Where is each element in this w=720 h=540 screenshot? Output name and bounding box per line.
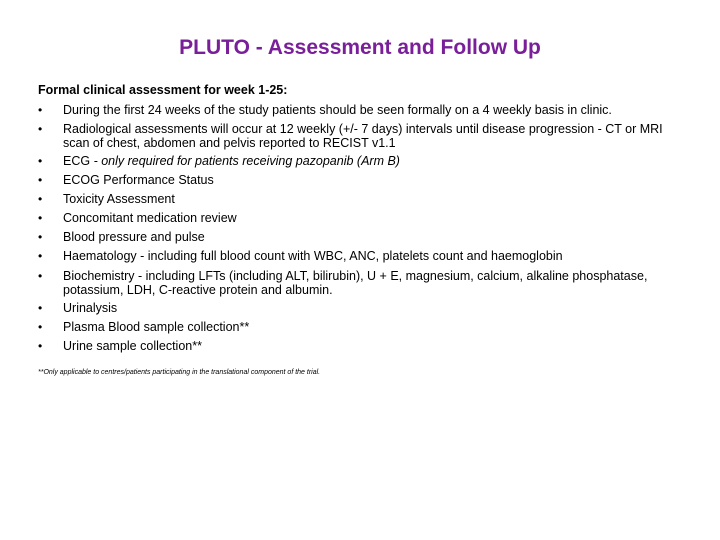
intro-heading: Formal clinical assessment for week 1-25:: [38, 83, 288, 97]
list-item: [38, 337, 688, 356]
bullet-icon: •: [38, 192, 43, 206]
list-item-text: Toxicity Assessment: [63, 192, 175, 206]
list-item-text: Radiological assessments will occur at 12 weekly (+/- 7 days) intervals until disease progression - CT or MRI scan of chest, abdomen and pelvis reported to RECIST v1.1: [63, 121, 663, 150]
bullet-icon: •: [38, 320, 43, 334]
list-item-text: During the first 24 weeks of the study patients should be seen formally on a 4 weekly basis in clinic.: [63, 102, 612, 117]
list-item-text: Urine sample collection**: [63, 339, 202, 353]
bullet-icon: •: [38, 154, 43, 168]
bullet-icon: •: [38, 230, 43, 244]
bullet-icon: •: [38, 121, 43, 136]
bullet-icon: •: [38, 339, 43, 353]
list-item: [38, 318, 688, 337]
bullet-icon: •: [38, 249, 43, 263]
list-item-text: ECOG Performance Status: [63, 173, 214, 187]
list-item: [38, 299, 688, 318]
slide-title: PLUTO - Assessment and Follow Up: [179, 36, 541, 59]
list-item: [38, 152, 688, 171]
bullet-icon: •: [38, 173, 43, 187]
list-item: [38, 190, 688, 209]
list-item-text: Biochemistry - including LFTs (including ALT, bilirubin), U + E, magnesium, calcium, alkaline phosphatase, potassium, LDH, C-reactive protein and albumin.: [63, 268, 648, 297]
list-item: [38, 266, 688, 299]
list-item: [38, 228, 688, 247]
list-item: [38, 100, 688, 119]
bullet-icon: •: [38, 301, 43, 315]
bullet-icon: •: [38, 211, 43, 225]
list-item: [38, 119, 688, 152]
bullet-icon: •: [38, 268, 43, 283]
list-item-text: Blood pressure and pulse: [63, 230, 205, 244]
list-item-text: Urinalysis: [63, 301, 118, 315]
list-item-text: Haematology - including full blood count with WBC, ANC, platelets count and haemoglobin: [63, 249, 563, 263]
list-item-text: ECG: [63, 154, 91, 168]
list-item-text: Concomitant medication review: [63, 211, 237, 225]
bullet-icon: •: [38, 102, 43, 117]
footnote: **Only applicable to centres/patients participating in the translational component of the trial.: [38, 369, 321, 376]
list-item: [38, 171, 688, 190]
slide-body: [38, 81, 688, 378]
list-item: [38, 247, 688, 266]
assessment-list: [38, 100, 688, 356]
list-item-note: - only required for patients receiving pazopanib (Arm B): [90, 154, 400, 168]
list-item: [38, 209, 688, 228]
list-item-text: Plasma Blood sample collection**: [63, 320, 250, 334]
